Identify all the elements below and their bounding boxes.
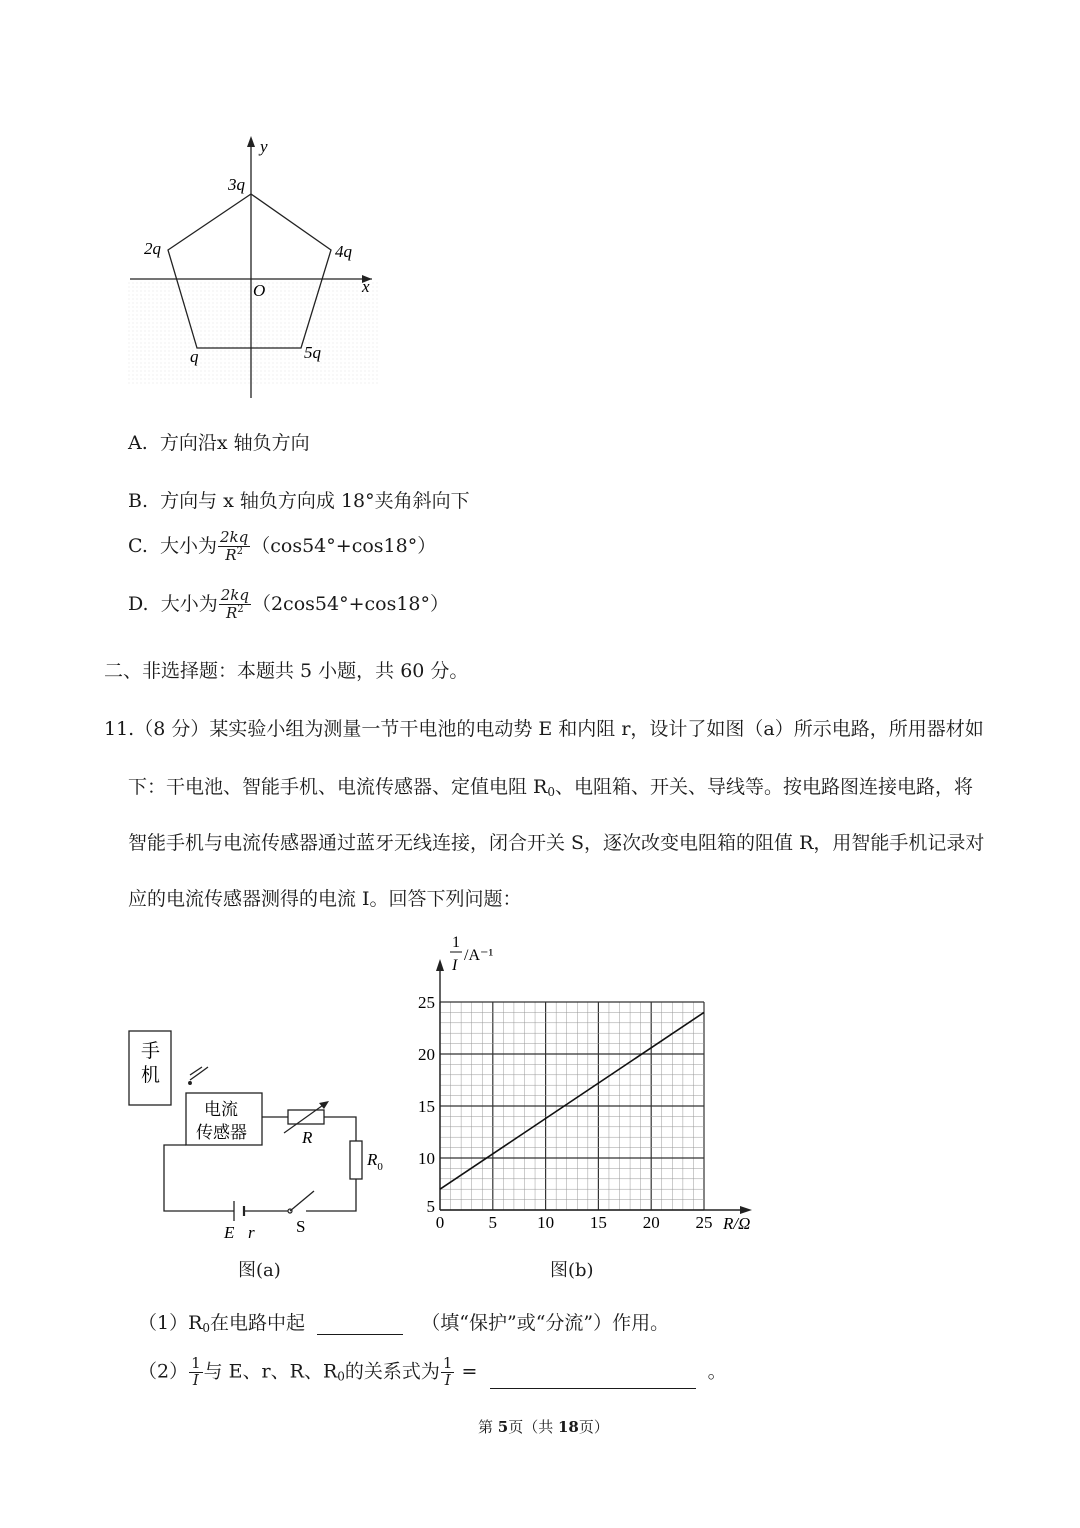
q11-line-4: 应的电流传感器测得的电流 I。回答下列问题： <box>128 888 522 910</box>
page-number: 5 <box>497 1418 509 1436</box>
x-tick-label: 5 <box>488 1213 498 1232</box>
circuit-diagram <box>120 1025 400 1285</box>
sub-question-2: （2） $\frac{1}{I}$ 与 E、r、R、$R_0$的关系式为 $\frac{1}{I}$ = 。 <box>138 1354 727 1389</box>
vertex-4q-label: 4q <box>335 242 352 261</box>
figure-a-caption: 图(a) <box>238 1260 281 1281</box>
y-tick-label: 20 <box>418 1045 435 1064</box>
sensor-label-2: 传感器 <box>196 1123 247 1142</box>
r0-label: $R_0$ <box>367 1150 383 1173</box>
origin-label: O <box>253 281 266 300</box>
chart-ylabel-unit: /A⁻¹ <box>464 947 494 964</box>
switch-label: S <box>296 1217 306 1236</box>
y-tick-label: 5 <box>426 1197 435 1216</box>
choice-c-suffix: （cos54°+cos18°） <box>251 534 437 557</box>
y-axis-arrow <box>247 136 255 147</box>
circuit-wires <box>164 1117 356 1211</box>
q2-fraction-1: $\frac{1}{I}$ <box>191 1354 201 1389</box>
choice-b-label: B. <box>128 490 149 512</box>
choice-c-prefix: 大小为 <box>160 534 218 557</box>
choice-a <box>128 428 310 455</box>
figure-b-caption: 图(b) <box>550 1260 594 1281</box>
choice-c-fraction <box>218 530 250 564</box>
choice-d-label: D. <box>128 592 149 615</box>
y-axis-label: y <box>260 137 268 156</box>
fixed-resistor-r0 <box>350 1141 362 1179</box>
q2-fraction-2: $\frac{1}{I}$ <box>442 1354 453 1389</box>
page-total: 18 <box>558 1418 579 1436</box>
choice-c-numerator: 2kq <box>220 528 249 546</box>
chart-tick-labels <box>418 993 713 1232</box>
vertex-q-label: q <box>190 347 199 366</box>
choice-d-fraction <box>219 588 251 622</box>
vertex-3q-label: 3q <box>228 175 245 194</box>
choice-b-text: 方向与 x 轴负方向成 18°夹角斜向下 <box>160 490 470 512</box>
chart-grid <box>440 1002 704 1210</box>
page-footer: 第 5页（共 18页） <box>478 1418 609 1436</box>
y-tick-label: 15 <box>418 1097 435 1116</box>
vertex-2q-label: 2q <box>144 239 161 258</box>
chart-ylabel-denominator: I <box>452 957 458 974</box>
choice-c <box>128 530 436 564</box>
sensor-label-1: 电流 <box>204 1100 238 1119</box>
chart-x-label: R/Ω <box>723 1214 751 1233</box>
choice-d-suffix: （2cos54°+cos18°） <box>251 592 449 615</box>
q11-line-2: 下：干电池、智能手机、电流传感器、定值电阻 $R_0$、电阻箱、开关、导线等。按电路图连接电路，将 <box>128 776 974 799</box>
phone-label-1: 手 <box>141 1041 161 1062</box>
battery-e-label: E <box>224 1223 235 1242</box>
answer-blank-2[interactable] <box>490 1368 696 1389</box>
x-tick-label: 0 <box>435 1213 445 1232</box>
chart-b <box>400 925 770 1245</box>
choice-d-denominator: $R^2$ <box>226 603 244 622</box>
battery-r-label: r <box>248 1223 255 1242</box>
series-line <box>440 1012 704 1189</box>
section-heading: 二、非选择题：本题共 5 小题，共 60 分。 <box>104 660 469 682</box>
pentagon-figure <box>120 130 390 405</box>
x-tick-label: 10 <box>537 1213 555 1232</box>
chart-ylabel-numerator: 1 <box>452 934 460 951</box>
choice-c-denominator: $R^2$ <box>225 545 243 564</box>
chart-y-label <box>450 934 493 974</box>
phone-label-2: 机 <box>141 1065 161 1086</box>
vertex-5q-label: 5q <box>304 343 321 362</box>
chart-y-axis-arrow <box>436 959 444 971</box>
sub-question-1: $(1)R_0$在电路中起 （填“保护”或“分流”）作用。 <box>138 1312 670 1335</box>
switch-blade <box>290 1191 314 1211</box>
chart-series <box>440 1012 704 1189</box>
y-tick-label: 10 <box>418 1149 435 1168</box>
choice-b <box>128 486 470 513</box>
choice-a-label: A. <box>128 432 148 454</box>
q11-line-3: 智能手机与电流传感器通过蓝牙无线连接，闭合开关 S，逐次改变电阻箱的阻值 R，用智能手机记录对 <box>128 832 985 854</box>
choice-d-numerator: 2kq <box>220 586 249 604</box>
choice-a-text: 方向沿x 轴负方向 <box>159 432 310 454</box>
x-tick-label: 20 <box>642 1213 660 1232</box>
answer-blank-1[interactable] <box>317 1314 403 1335</box>
y-tick-label: 25 <box>418 993 435 1012</box>
wireless-icon <box>189 1067 208 1084</box>
choice-d-prefix: 大小为 <box>160 592 218 615</box>
x-tick-label: 25 <box>695 1213 713 1232</box>
q11-line-1: 11.（8 分）某实验小组为测量一节干电池的电动势 E 和内阻 r，设计了如图（a）所示电路，所用器材如 <box>104 718 984 740</box>
choice-c-label: C. <box>128 534 148 557</box>
x-axis-label: x <box>362 277 370 296</box>
rheostat-label: R <box>302 1128 313 1147</box>
rheostat-arrow-head <box>319 1101 329 1109</box>
choice-d <box>128 588 449 622</box>
chart-x-axis-arrow <box>740 1206 752 1214</box>
x-tick-label: 15 <box>589 1213 607 1232</box>
